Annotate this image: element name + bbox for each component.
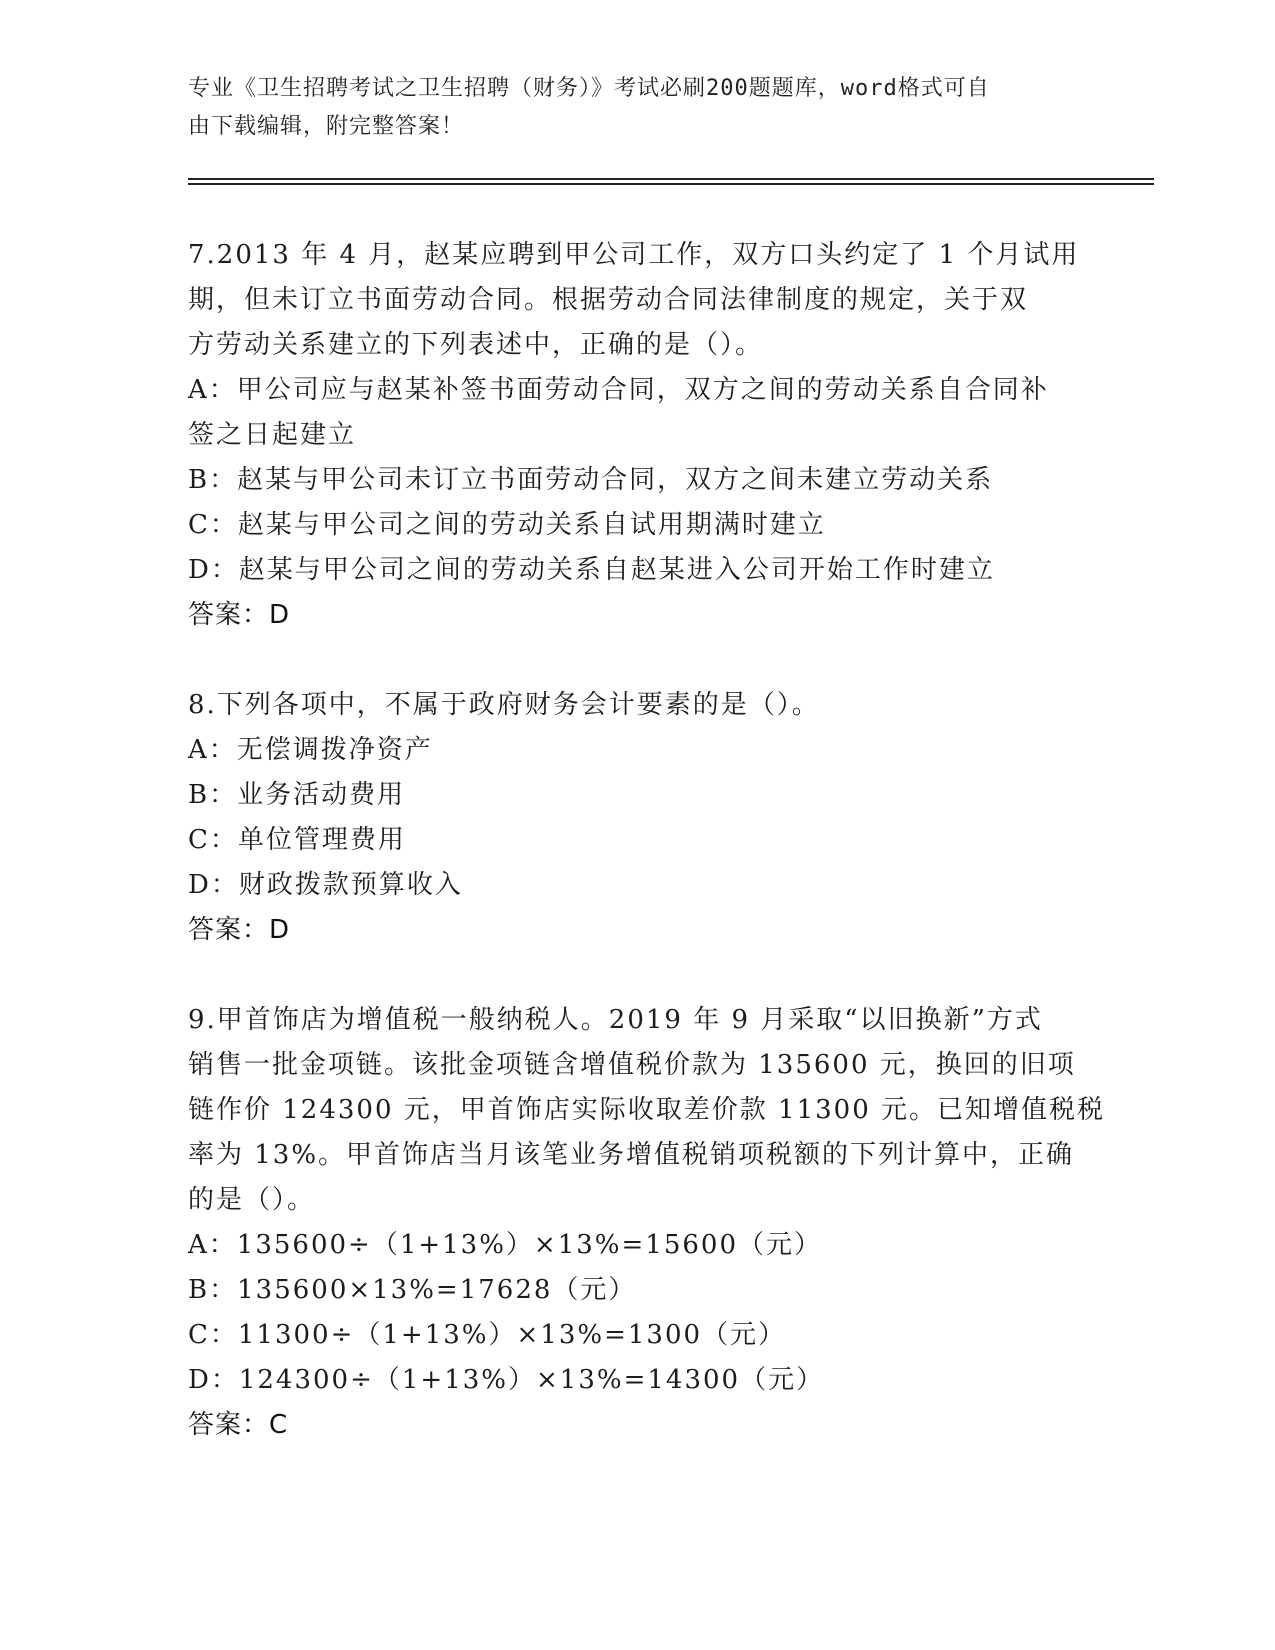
question-text-line: 率为 13%。甲首饰店当月该笔业务增值税销项税额的下列计算中，正确: [188, 1140, 1075, 1170]
question-8: [188, 683, 1088, 953]
option-d: D：124300÷（1+13%）×13%=14300（元）: [188, 1365, 825, 1395]
question-text-line: 8.下列各项中，不属于政府财务会计要素的是（）。: [188, 690, 820, 720]
option-d: D：赵某与甲公司之间的劳动关系自赵某进入公司开始工作时建立: [188, 555, 995, 585]
spacer: [188, 953, 1088, 998]
question-text-line: 方劳动关系建立的下列表述中，正确的是（）。: [188, 330, 764, 360]
question-text-line: 期，但未订立书面劳动合同。根据劳动合同法律制度的规定，关于双: [188, 285, 1029, 315]
option-a: A：无偿调拨净资产: [188, 735, 433, 765]
option-b: B：业务活动费用: [188, 780, 406, 810]
option-d: D：财政拨款预算收入: [188, 870, 463, 900]
document-header: [188, 70, 1088, 146]
question-text-line: 7.2013 年 4 月，赵某应聘到甲公司工作，双方口头约定了 1 个月试用: [188, 240, 1080, 270]
answer-label: 答案：D: [188, 915, 291, 945]
option-a: A：135600÷（1+13%）×13%=15600（元）: [188, 1230, 822, 1260]
header-divider-bottom: [188, 183, 1154, 185]
option-a: A：甲公司应与赵某补签书面劳动合同，双方之间的劳动关系自合同补: [188, 375, 1049, 405]
question-list: [188, 233, 1106, 1448]
option-c: C：赵某与甲公司之间的劳动关系自试用期满时建立: [188, 510, 826, 540]
option-a-continued: 签之日起建立: [188, 420, 357, 450]
answer-label: 答案：C: [188, 1410, 289, 1440]
header-line-2: 由下载编辑，附完整答案！: [188, 114, 465, 139]
question-text-line: 销售一批金项链。该批金项链含增值税价款为 135600 元，换回的旧项: [188, 1050, 1076, 1080]
option-b: B：135600×13%=17628（元）: [188, 1275, 637, 1305]
question-text-line: 9.甲首饰店为增值税一般纳税人。2019 年 9 月采取“以旧换新”方式: [188, 1005, 1043, 1035]
spacer: [188, 638, 1088, 683]
answer-label: 答案：D: [188, 600, 291, 630]
question-text-line: 链作价 124300 元，甲首饰店实际收取差价款 11300 元。已知增值税税: [188, 1095, 1106, 1125]
question-9: [188, 998, 1106, 1448]
question-text-line: 的是（）。: [188, 1185, 316, 1215]
option-b: B：赵某与甲公司未订立书面劳动合同，双方之间未建立劳动关系: [188, 465, 994, 495]
question-7: [188, 233, 1088, 638]
header-divider-top: [188, 178, 1154, 180]
option-c: C：11300÷（1+13%）×13%=1300（元）: [188, 1320, 787, 1350]
option-c: C：单位管理费用: [188, 825, 406, 855]
header-line-1: 专业《卫生招聘考试之卫生招聘（财务）》考试必刷200题题库，word格式可自: [188, 76, 990, 101]
